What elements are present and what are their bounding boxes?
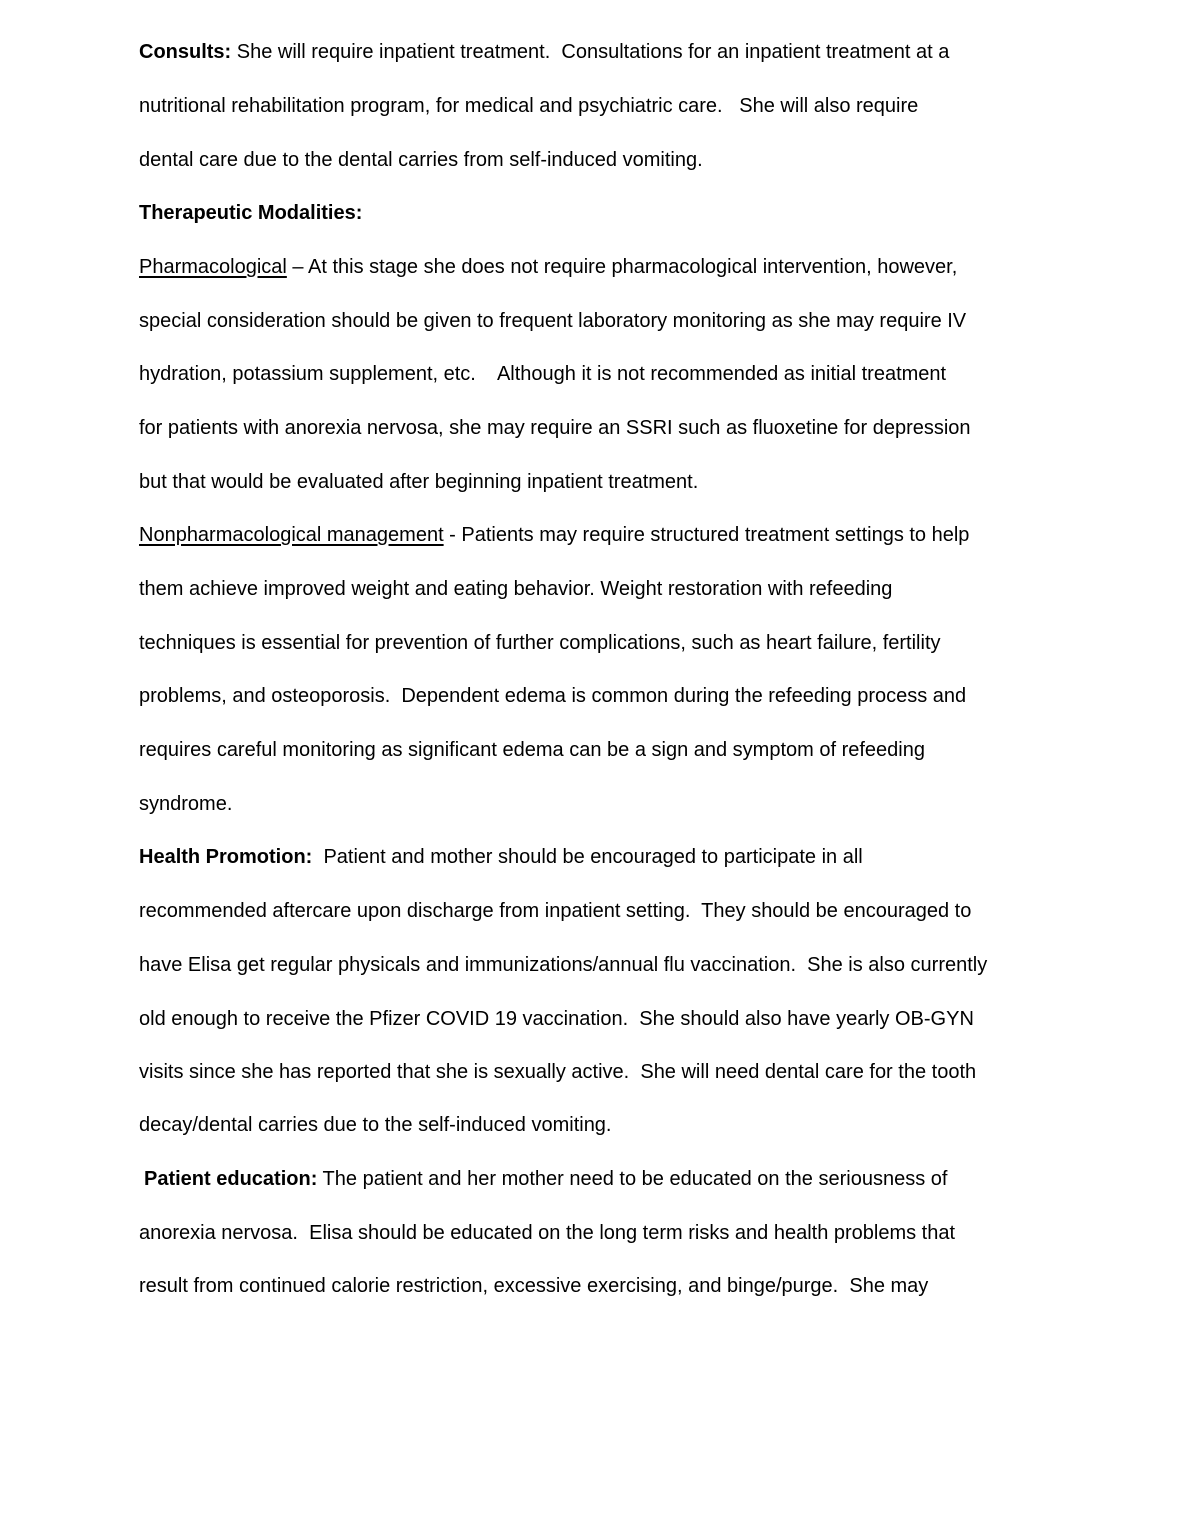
consults-line-2: nutritional rehabilitation program, for medical and psychiatric care. She will also require bbox=[139, 95, 919, 117]
nonpharmacological-line-6: syndrome. bbox=[139, 793, 233, 815]
nonpharmacological-line-2: them achieve improved weight and eating behavior. Weight restoration with refeeding bbox=[139, 578, 893, 600]
pharmacological-line-2: special consideration should be given to frequent laboratory monitoring as she may require IV bbox=[139, 310, 967, 332]
pharmacological-line-1 bbox=[139, 254, 1059, 280]
therapeutic-heading: Therapeutic Modalities: bbox=[139, 202, 363, 224]
nonpharmacological-text-1: - Patients may require structured treatment settings to help bbox=[443, 524, 970, 546]
health-promotion-text-1: Patient and mother should be encouraged to participate in all bbox=[312, 846, 863, 868]
pharmacological-line-5: but that would be evaluated after beginning inpatient treatment. bbox=[139, 471, 699, 493]
pharmacological-line-3: hydration, potassium supplement, etc. Although it is not recommended as initial treatment bbox=[139, 363, 947, 385]
nonpharmacological-line-4: problems, and osteoporosis. Dependent edema is common during the refeeding process and bbox=[139, 685, 967, 707]
health-promotion-heading: Health Promotion: bbox=[139, 846, 313, 868]
health-promotion-line-5: visits since she has reported that she is sexually active. She will need dental care for the tooth bbox=[139, 1061, 977, 1083]
consults-line-1 bbox=[139, 39, 1059, 65]
nonpharmacological-line-1 bbox=[139, 522, 1059, 548]
nonpharmacological-line-3: techniques is essential for prevention of further complications, such as heart failure, fertility bbox=[139, 632, 941, 654]
patient-education-text-1: The patient and her mother need to be educated on the seriousness of bbox=[317, 1168, 948, 1190]
consults-text-1: She will require inpatient treatment. Consultations for an inpatient treatment at a bbox=[231, 41, 950, 63]
pharmacological-line-4: for patients with anorexia nervosa, she may require an SSRI such as fluoxetine for depression bbox=[139, 417, 971, 439]
health-promotion-line-6: decay/dental carries due to the self-induced vomiting. bbox=[139, 1114, 612, 1136]
consults-heading: Consults: bbox=[139, 41, 232, 63]
patient-education-line-2: anorexia nervosa. Elisa should be educated on the long term risks and health problems that bbox=[139, 1222, 956, 1244]
health-promotion-line-1 bbox=[139, 844, 1059, 870]
health-promotion-line-3: have Elisa get regular physicals and immunizations/annual flu vaccination. She is also currently bbox=[139, 954, 988, 976]
consults-line-3: dental care due to the dental carries from self-induced vomiting. bbox=[139, 149, 703, 171]
patient-education-heading: Patient education: bbox=[144, 1168, 318, 1190]
health-promotion-line-2: recommended aftercare upon discharge from inpatient setting. They should be encouraged to bbox=[139, 900, 972, 922]
pharmacological-text-1: – At this stage she does not require pharmacological intervention, however, bbox=[286, 256, 958, 278]
nonpharmacological-line-5: requires careful monitoring as significant edema can be a sign and symptom of refeeding bbox=[139, 739, 925, 761]
patient-education-line-1 bbox=[144, 1166, 1064, 1192]
patient-education-line-3: result from continued calorie restriction, excessive exercising, and binge/purge. She may bbox=[139, 1275, 929, 1297]
pharmacological-label: Pharmacological bbox=[139, 256, 287, 278]
nonpharmacological-label: Nonpharmacological management bbox=[139, 524, 444, 546]
health-promotion-line-4: old enough to receive the Pfizer COVID 19 vaccination. She should also have yearly OB-GYN bbox=[139, 1008, 974, 1030]
